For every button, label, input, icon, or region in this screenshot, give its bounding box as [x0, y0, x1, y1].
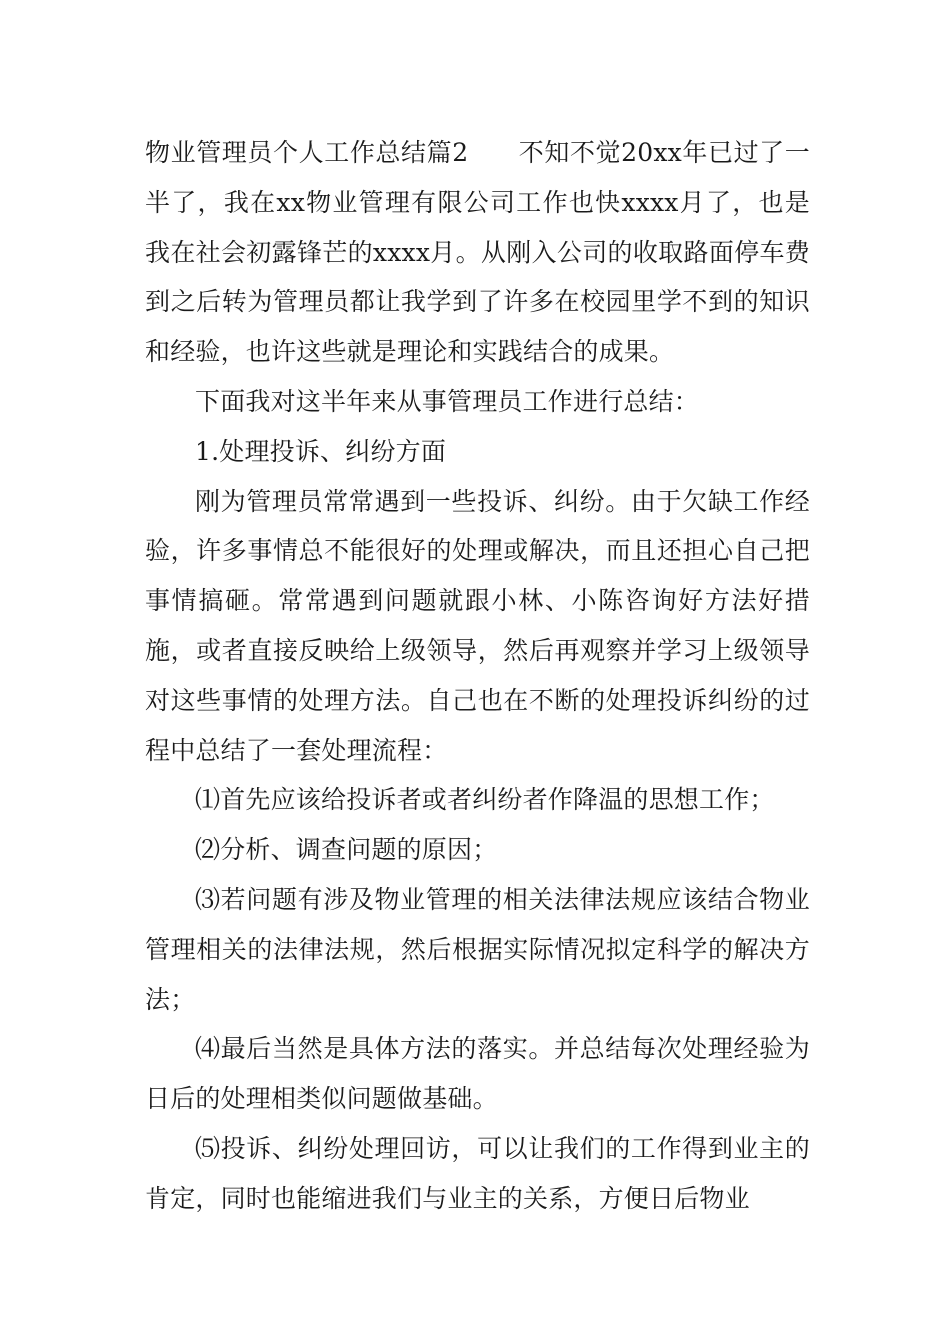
paragraph-text: 不知不觉20xx年已过了一半了，我在xx物业管理有限公司工作也快xxxx月了，也是我在社会初露锋芒的xxxx月。从刚入公司的收取路面停车费到之后转为管理员都让我学到了许多在校园里学不到的知识和经验，也许这些就是理论和实践结合的成果。 [145, 138, 810, 367]
document-body [145, 128, 810, 1224]
paragraph-intro [145, 128, 810, 377]
list-item: ⑵分析、调查问题的原因； [195, 835, 498, 865]
list-item: ⑶若问题有涉及物业管理的相关法律法规应该结合物业管理相关的法律法规，然后根据实际情况拟定科学的解决方法； [145, 884, 810, 1014]
paragraph: 下面我对这半年来从事管理员工作进行总结： [195, 386, 700, 416]
list-item: ⑷最后当然是具体方法的落实。并总结每次处理经验为日后的处理相类似问题做基础。 [145, 1034, 810, 1114]
document-heading: 物业管理员个人工作总结篇2 [145, 138, 469, 167]
list-item: ⑸投诉、纠纷处理回访，可以让我们的工作得到业主的肯定，同时也能缩进我们与业主的关系，方便日后物业 [145, 1133, 810, 1213]
list-item: ⑴首先应该给投诉者或者纠纷者作降温的思想工作； [195, 785, 775, 815]
section-heading: 1.处理投诉、纠纷方面 [195, 436, 447, 466]
paragraph: 刚为管理员常常遇到一些投诉、纠纷。由于欠缺工作经验，许多事情总不能很好的处理或解决，而且还担心自己把事情搞砸。常常遇到问题就跟小林、小陈咨询好方法好措施，或者直接反映给上级领导，然后再观察并学习上级领导对这些事情的处理方法。自己也在不断的处理投诉纠纷的过程中总结了一套处理流程： [145, 486, 810, 765]
